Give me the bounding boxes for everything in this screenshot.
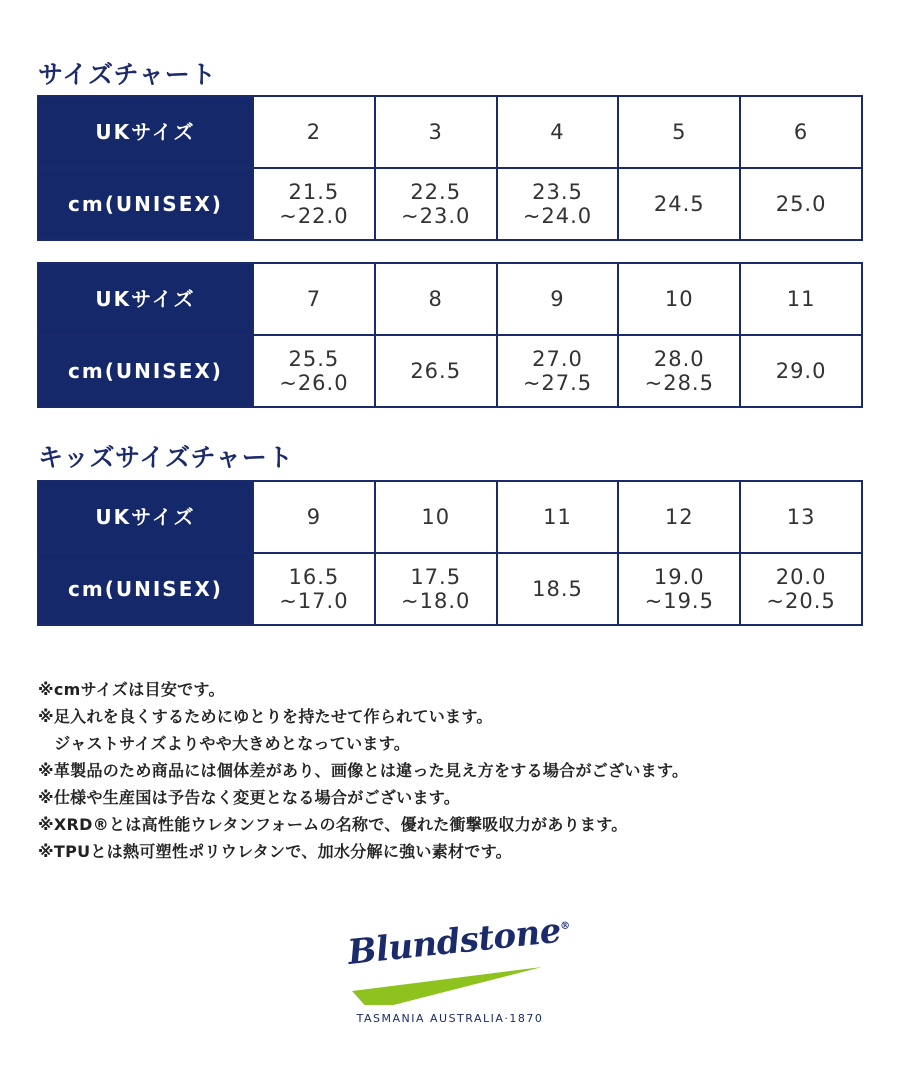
swoosh-shape (352, 967, 542, 1005)
cm-size-from: 26.5 (410, 358, 462, 383)
cm-size-from: 24.5 (653, 191, 705, 216)
uk-size-value: 11 (497, 481, 619, 553)
size-chart-title: サイズチャート (38, 60, 217, 89)
cm-size-to: ~17.0 (279, 589, 349, 613)
kids-size-table (37, 480, 863, 626)
uk-size-label: UKサイズ (38, 263, 253, 335)
cm-size-from: 21.5 (288, 179, 340, 204)
note-item: ※革製品のため商品には個体差があり、画像とは違った見え方をする場合がございます。 (38, 761, 689, 780)
cm-size-from: 17.5 (410, 564, 462, 589)
uk-size-value: 7 (253, 263, 375, 335)
uk-size-value: 6 (740, 96, 862, 168)
brand-swoosh-icon (330, 965, 570, 1005)
cm-size-cell (740, 335, 862, 407)
size-table-2 (37, 262, 863, 408)
cm-size-row (38, 168, 862, 240)
uk-size-value: 5 (618, 96, 740, 168)
cm-size-label: cm(UNISEX) (38, 553, 253, 625)
brand-tagline: TASMANIA AUSTRALIA·1870 (356, 1012, 544, 1025)
cm-size-cell (375, 553, 497, 625)
cm-size-to: ~28.5 (644, 371, 714, 395)
cm-size-to: ~22.0 (279, 204, 349, 228)
cm-size-cell (497, 553, 619, 625)
cm-size-from: 27.0 (532, 346, 583, 371)
cm-size-cell (618, 168, 740, 240)
cm-size-cell (740, 553, 862, 625)
cm-size-cell (618, 553, 740, 625)
cm-size-cell (618, 335, 740, 407)
uk-size-value: 9 (253, 481, 375, 553)
brand-wordmark: Blundstone® (345, 910, 571, 973)
note-item: ※XRD®とは高性能ウレタンフォームの名称で、優れた衝撃吸収力があります。 (38, 815, 628, 834)
cm-size-to: ~23.0 (401, 204, 471, 228)
cm-size-from: 25.0 (775, 191, 827, 216)
cm-size-from: 18.5 (532, 576, 583, 601)
note-item: ジャストサイズよりやや大きめとなっています。 (38, 734, 411, 753)
uk-size-value: 10 (618, 263, 740, 335)
cm-size-label: cm(UNISEX) (38, 168, 253, 240)
cm-size-to: ~26.0 (279, 371, 349, 395)
kids-size-chart-title: キッズサイズチャート (38, 443, 294, 472)
uk-size-value: 8 (375, 263, 497, 335)
cm-size-from: 23.5 (532, 179, 583, 204)
cm-size-from: 19.0 (653, 564, 705, 589)
uk-size-row (38, 96, 862, 168)
uk-size-row (38, 263, 862, 335)
cm-size-to: ~24.0 (522, 204, 593, 228)
cm-size-from: 29.0 (775, 358, 827, 383)
note-item: ※TPUとは熱可塑性ポリウレタンで、加水分解に強い素材です。 (38, 842, 512, 861)
uk-size-value: 11 (740, 263, 862, 335)
uk-size-value: 4 (497, 96, 619, 168)
uk-size-label: UKサイズ (38, 96, 253, 168)
notes-list (38, 676, 688, 865)
cm-size-from: 25.5 (288, 346, 340, 371)
cm-size-to: ~18.0 (401, 589, 471, 613)
brand-logo (330, 910, 571, 1035)
cm-size-row (38, 335, 862, 407)
cm-size-cell (375, 168, 497, 240)
note-item: ※cmサイズは目安です。 (38, 680, 225, 699)
cm-size-from: 16.5 (288, 564, 340, 589)
cm-size-cell (740, 168, 862, 240)
cm-size-to: ~20.5 (766, 589, 836, 613)
note-item: ※足入れを良くするためにゆとりを持たせて作られています。 (38, 707, 493, 726)
uk-size-value: 3 (375, 96, 497, 168)
uk-size-value: 12 (618, 481, 740, 553)
uk-size-label: UKサイズ (38, 481, 253, 553)
cm-size-from: 28.0 (653, 346, 705, 371)
cm-size-cell (253, 168, 375, 240)
cm-size-from: 22.5 (410, 179, 462, 204)
cm-size-to: ~27.5 (522, 371, 593, 395)
cm-size-cell (375, 335, 497, 407)
note-item: ※仕様や生産国は予告なく変更となる場合がございます。 (38, 788, 461, 807)
uk-size-value: 9 (497, 263, 619, 335)
size-table-1 (37, 95, 863, 241)
uk-size-value: 2 (253, 96, 375, 168)
cm-size-cell (497, 335, 619, 407)
uk-size-value: 10 (375, 481, 497, 553)
cm-size-to: ~19.5 (644, 589, 714, 613)
cm-size-row (38, 553, 862, 625)
uk-size-row (38, 481, 862, 553)
cm-size-from: 20.0 (775, 564, 827, 589)
cm-size-cell (497, 168, 619, 240)
cm-size-cell (253, 553, 375, 625)
uk-size-value: 13 (740, 481, 862, 553)
cm-size-label: cm(UNISEX) (38, 335, 253, 407)
cm-size-cell (253, 335, 375, 407)
